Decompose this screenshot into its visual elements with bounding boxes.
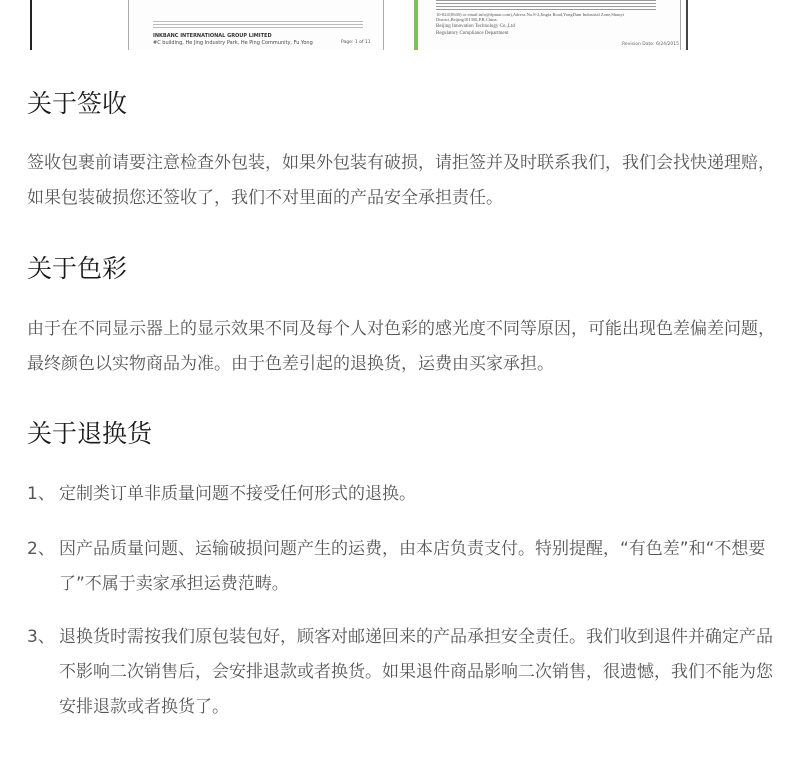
report-address: #C building, He Jing Industry Park, He Ping Community, Fu Yong xyxy=(153,40,313,46)
letter-lab-name: Beijing Innovation Technology Co.,Ltd xyxy=(436,24,515,29)
test-report-image xyxy=(128,0,384,50)
section-body-color: 由于在不同显示器上的显示效果不同及每个人对色彩的感光度不同等原因，可能出现色差偏差问题，最终颜色以实物商品为准。由于色差引起的退换货，运费由买家承担。 xyxy=(27,319,775,374)
list-item-text: 定制类订单非质量问题不接受任何形式的退换。 xyxy=(59,484,416,504)
list-item xyxy=(27,620,777,725)
certificate-strip xyxy=(0,0,790,50)
letter-contact: 10-82410640) or email:info@dpmar.com),Adress:No.8-2,Jingfa Road,YongDam Industrial Zone,Shunyi District,Beijing101300,P.R.China. xyxy=(436,12,625,22)
list-item-text: 因产品质量问题、运输破损问题产生的运费，由本店负责支付。特别提醒，“有色差”和“不想要了”不属于卖家承担运费范畴。 xyxy=(59,539,766,594)
list-item-number: 1、 xyxy=(27,484,55,504)
section-body-sign: 签收包裹前请要注意检查外包装，如果外包装有破损，请拒签并及时联系我们，我们会找快递理赔，如果包装破损您还签收了，我们不对里面的产品安全承担责任。 xyxy=(27,153,775,208)
section-title-returns: 关于退换货 xyxy=(27,419,153,448)
divider-line xyxy=(30,0,32,50)
fine-print xyxy=(153,21,363,29)
list-item xyxy=(27,532,777,602)
compliance-letter-image xyxy=(414,0,681,50)
list-item-number: 2、 xyxy=(27,539,55,559)
list-item xyxy=(27,477,777,512)
report-company: INKBANC INTERNATIONAL GROUP LIMITED xyxy=(153,33,272,39)
letter-lab-dept: Regulatory Compliance Department xyxy=(436,31,509,36)
divider-line xyxy=(686,0,688,50)
section-title-color: 关于色彩 xyxy=(27,254,128,283)
list-item-number: 3、 xyxy=(27,627,55,647)
report-page-number: Page: 1 of 11 xyxy=(341,40,371,45)
letter-revision-date: Revision Date: 6/24/2015 xyxy=(622,42,680,47)
fine-print xyxy=(436,0,656,10)
section-title-sign: 关于签收 xyxy=(27,89,128,118)
list-item-text: 退换货时需按我们原包装包好，顾客对邮递回来的产品承担安全责任。我们收到退件并确定产品不影响二次销售后，会安排退款或者换货。如果退件商品影响二次销售，很遗憾，我们不能为您安排退款或者换货了。 xyxy=(59,627,773,717)
